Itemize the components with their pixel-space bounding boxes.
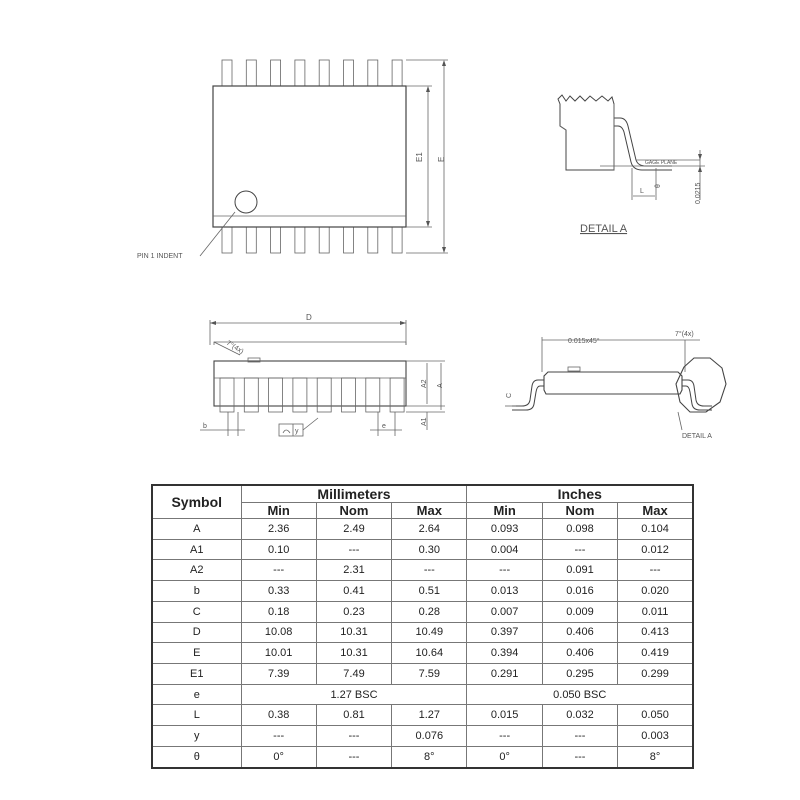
value-cell: 0.413	[618, 622, 693, 643]
lead-bottom	[222, 227, 232, 253]
value-cell: 0.013	[467, 581, 542, 602]
table-row	[152, 746, 693, 768]
value-cell: 0.41	[316, 581, 391, 602]
lead-bottom	[295, 227, 305, 253]
value-cell: 0.28	[392, 601, 467, 622]
value-cell: 2.31	[316, 560, 391, 581]
symbol-cell: b	[152, 581, 241, 602]
side-view	[200, 313, 445, 436]
lead-side	[342, 378, 356, 412]
theta-label: θ	[655, 184, 662, 188]
value-cell: ---	[542, 726, 617, 747]
value-cell: 0°	[467, 746, 542, 768]
lead-bottom	[344, 227, 354, 253]
in-max-header: Max	[618, 503, 693, 519]
lead-side	[317, 378, 331, 412]
value-cell: 10.08	[241, 622, 316, 643]
lead-side	[293, 378, 307, 412]
side-view-body	[214, 361, 406, 406]
value-cell: 0.299	[618, 664, 693, 685]
value-cell: 0.295	[542, 664, 617, 685]
in-min-header: Min	[467, 503, 542, 519]
lead-bottom	[319, 227, 329, 253]
value-cell: ---	[542, 539, 617, 560]
value-cell: 0.093	[467, 519, 542, 540]
value-cell: 10.31	[316, 622, 391, 643]
value-cell: 0.406	[542, 643, 617, 664]
value-cell: 8°	[392, 746, 467, 768]
value-cell: 0.003	[618, 726, 693, 747]
value-cell: ---	[316, 746, 391, 768]
pin1-indent-mark	[235, 191, 257, 213]
e1-label: E1	[415, 152, 424, 162]
symbol-cell: e	[152, 684, 241, 705]
a2-label: A2	[421, 379, 428, 388]
value-cell: 2.49	[316, 519, 391, 540]
lead-bottom	[271, 227, 281, 253]
value-cell: ---	[542, 746, 617, 768]
angle-top-label: 7°(4x)	[224, 339, 245, 356]
in-nom-header: Nom	[542, 503, 617, 519]
top-view-body	[213, 86, 406, 227]
inches-header: Inches	[467, 485, 693, 503]
lead-top	[392, 60, 402, 86]
value-cell: 0.007	[467, 601, 542, 622]
gage-plane-label: GAGE PLANE	[645, 160, 678, 166]
value-cell: 0.397	[467, 622, 542, 643]
symbol-cell: E	[152, 643, 241, 664]
symbol-cell: L	[152, 705, 241, 726]
d-label: D	[306, 313, 312, 322]
b-label: b	[203, 423, 207, 430]
value-cell: 0.81	[316, 705, 391, 726]
y-label: y	[295, 428, 299, 435]
value-cell: 0.23	[316, 601, 391, 622]
lead-side	[366, 378, 380, 412]
mm-max-header: Max	[392, 503, 467, 519]
in-bsc-cell: 0.050 BSC	[467, 684, 693, 705]
chamfer-label: 0.015x45°	[568, 338, 600, 345]
value-cell: 0.016	[542, 581, 617, 602]
symbol-cell: A	[152, 519, 241, 540]
lead-side	[390, 378, 404, 412]
e-label: E	[437, 156, 446, 162]
symbol-cell: A1	[152, 539, 241, 560]
dimension-table	[151, 484, 694, 769]
detail-a-view	[558, 95, 705, 235]
symbol-cell: C	[152, 601, 241, 622]
symbol-cell: E1	[152, 664, 241, 685]
value-cell: 0.076	[392, 726, 467, 747]
symbol-header: Symbol	[152, 485, 241, 519]
value-cell: 2.36	[241, 519, 316, 540]
value-cell: 0.394	[467, 643, 542, 664]
value-cell: 0.10	[241, 539, 316, 560]
a1-label: A1	[421, 417, 428, 426]
table-row	[152, 539, 693, 560]
value-cell: 0.104	[618, 519, 693, 540]
mm-min-header: Min	[241, 503, 316, 519]
value-cell: 0.091	[542, 560, 617, 581]
lead-bottom	[392, 227, 402, 253]
value-cell: 0.050	[618, 705, 693, 726]
table-row	[152, 664, 693, 685]
table-row	[152, 560, 693, 581]
table-row	[152, 581, 693, 602]
value-cell: 10.01	[241, 643, 316, 664]
value-cell: ---	[241, 726, 316, 747]
l-label: L	[640, 188, 644, 195]
lead-top	[295, 60, 305, 86]
value-cell: 1.27	[392, 705, 467, 726]
value-cell: 2.64	[392, 519, 467, 540]
table-row	[152, 519, 693, 540]
coplanarity-frame	[279, 424, 303, 436]
value-cell: 0.51	[392, 581, 467, 602]
angle-right-label: 7°(4x)	[675, 331, 694, 338]
value-cell: 0.020	[618, 581, 693, 602]
detail-a-title: DETAIL A	[580, 223, 628, 235]
lead-side	[269, 378, 283, 412]
value-cell: 0.38	[241, 705, 316, 726]
value-cell: 0.004	[467, 539, 542, 560]
value-cell: 0.33	[241, 581, 316, 602]
value-cell: 0.18	[241, 601, 316, 622]
lead-top	[368, 60, 378, 86]
value-cell: 0.291	[467, 664, 542, 685]
value-cell: ---	[467, 560, 542, 581]
e-pitch-label: e	[382, 423, 386, 430]
value-cell: 10.31	[316, 643, 391, 664]
lead-side	[244, 378, 258, 412]
value-cell: ---	[316, 539, 391, 560]
lead-side	[220, 378, 234, 412]
symbol-cell: A2	[152, 560, 241, 581]
value-cell: 7.49	[316, 664, 391, 685]
value-cell: 8°	[618, 746, 693, 768]
value-cell: 10.64	[392, 643, 467, 664]
lead-bottom	[368, 227, 378, 253]
a-label: A	[437, 383, 444, 388]
value-cell: 0.012	[618, 539, 693, 560]
symbol-cell: θ	[152, 746, 241, 768]
value-cell: 0.015	[467, 705, 542, 726]
value-cell: 7.39	[241, 664, 316, 685]
c-label: C	[506, 392, 513, 398]
lead-bottom	[246, 227, 256, 253]
value-cell: 0.009	[542, 601, 617, 622]
lead-top	[319, 60, 329, 86]
gage-value-label: 0.0215	[695, 182, 702, 204]
table-row	[152, 601, 693, 622]
pin1-label: PIN 1 INDENT	[137, 253, 183, 260]
value-cell: 0°	[241, 746, 316, 768]
lead-top	[246, 60, 256, 86]
value-cell: 0.032	[542, 705, 617, 726]
table-row	[152, 684, 693, 705]
table-row	[152, 622, 693, 643]
value-cell: 0.098	[542, 519, 617, 540]
value-cell: ---	[241, 560, 316, 581]
value-cell: 10.49	[392, 622, 467, 643]
symbol-cell: y	[152, 726, 241, 747]
value-cell: 0.30	[392, 539, 467, 560]
millimeters-header: Millimeters	[241, 485, 467, 503]
lead-top	[222, 60, 232, 86]
mm-nom-header: Nom	[316, 503, 391, 519]
table-row	[152, 726, 693, 747]
value-cell: ---	[392, 560, 467, 581]
table-row	[152, 705, 693, 726]
value-cell: ---	[618, 560, 693, 581]
value-cell: ---	[316, 726, 391, 747]
value-cell: 0.419	[618, 643, 693, 664]
symbol-cell: D	[152, 622, 241, 643]
value-cell: 0.406	[542, 622, 617, 643]
value-cell: 7.59	[392, 664, 467, 685]
lead-top	[344, 60, 354, 86]
top-view	[137, 60, 448, 260]
table-row	[152, 643, 693, 664]
value-cell: ---	[467, 726, 542, 747]
detail-a-ref-label: DETAIL A	[682, 433, 712, 440]
end-view	[505, 330, 726, 440]
mm-bsc-cell: 1.27 BSC	[241, 684, 467, 705]
value-cell: 0.011	[618, 601, 693, 622]
lead-top	[271, 60, 281, 86]
